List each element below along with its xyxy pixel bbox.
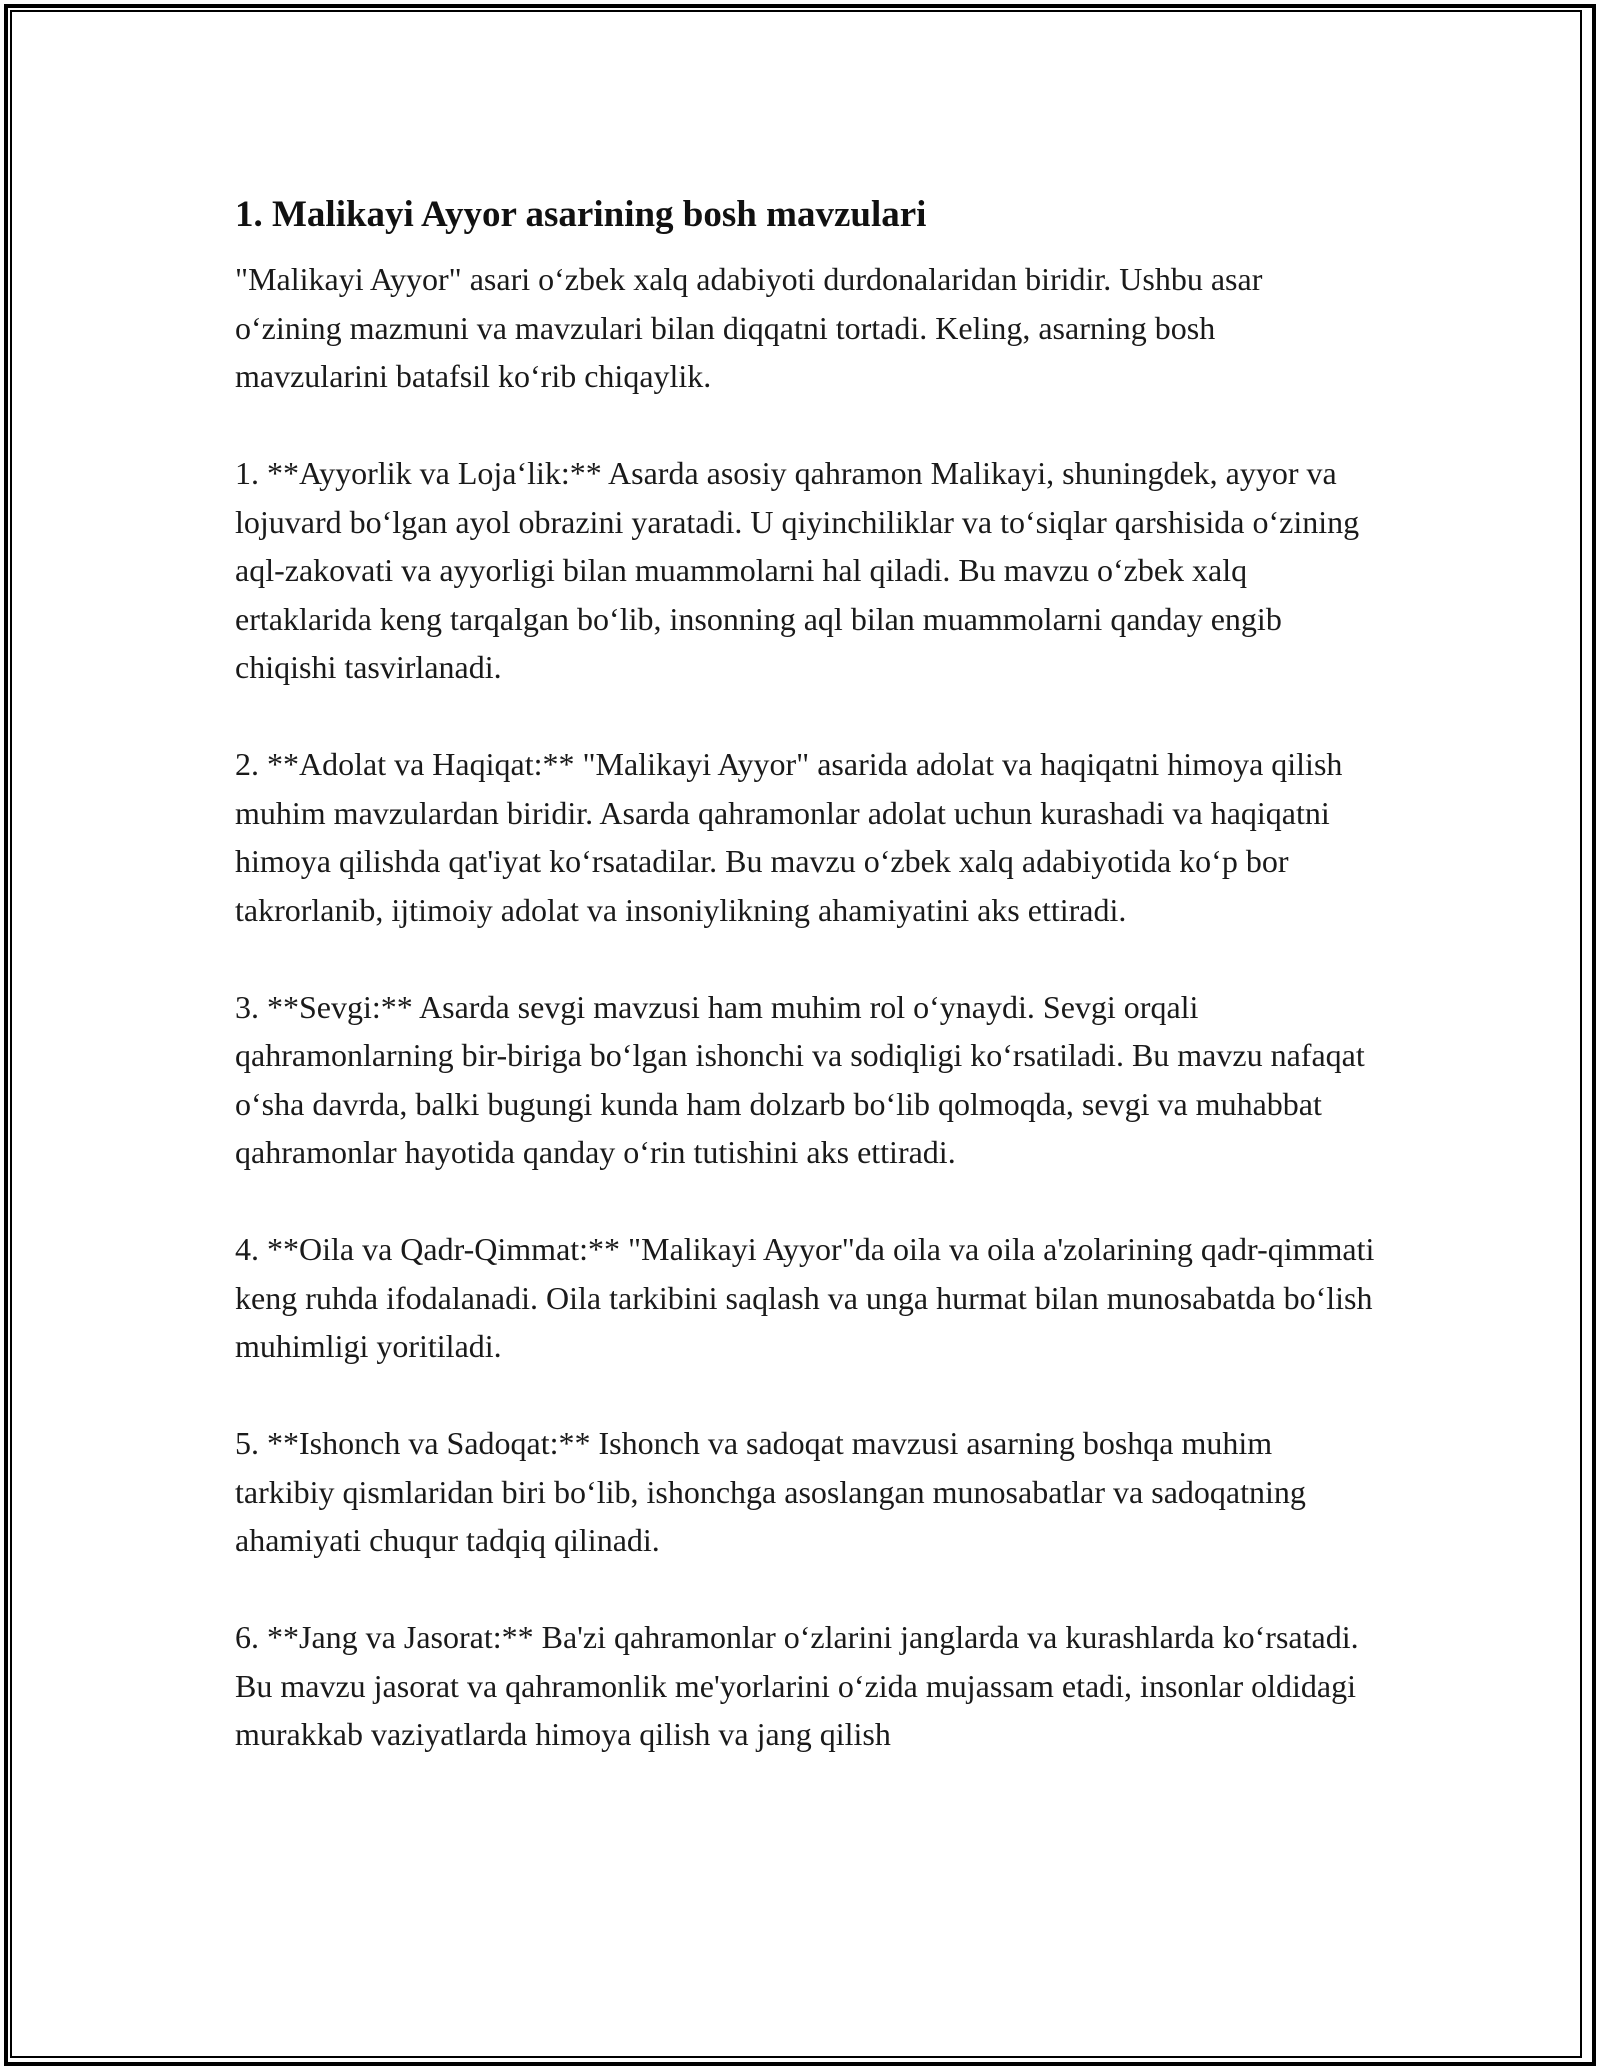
theme-paragraph-4: 4. **Oila va Qadr-Qimmat:** "Malikayi Ayyor"da oila va oila a'zolarining qadr-qimmati keng ruhda ifodalanadi. Oila tarkibini saqlash va unga hurmat bilan munosabatda bo‘lish muhimligi yoritiladi. bbox=[235, 1231, 1375, 1364]
intro-paragraph: "Malikayi Ayyor" asari o‘zbek xalq adabiyoti durdonalaridan biridir. Ushbu asar o‘zining mazmuni va mavzulari bilan diqqatni tortadi. Keling, asarning bosh mavzularini batafsil ko‘rib chiqaylik. bbox=[235, 261, 1263, 394]
document-title: 1. Malikayi Ayyor asarining bosh mavzulari bbox=[235, 194, 927, 235]
theme-paragraph-2: 2. **Adolat va Haqiqat:** "Malikayi Ayyor" asarida adolat va haqiqatni himoya qilish muhim mavzulardan biridir. Asarda qahramonlar adolat uchun kurashadi va haqiqatni himoya qilishda qat'iyat ko‘rsatadilar. Bu mavzu o‘zbek xalq adabiyotida ko‘p bor takrorlanib, ijtimoiy adolat va insoniylikning ahamiyatini aks ettiradi. bbox=[235, 746, 1343, 928]
theme-paragraph-5: 5. **Ishonch va Sadoqat:** Ishonch va sadoqat mavzusi asarning boshqa muhim tarkibiy qismlaridan biri bo‘lib, ishonchga asoslangan munosabatlar va sadoqatning ahamiyati chuqur tadqiq qilinadi. bbox=[235, 1425, 1306, 1558]
theme-paragraph-1: 1. **Ayyorlik va Loja‘lik:** Asarda asosiy qahramon Malikayi, shuningdek, ayyor va lojuvard bo‘lgan ayol obrazini yaratadi. U qiyinchiliklar va to‘siqlar qarshisida o‘zining aql-zakovati va ayyorligi bilan muammolarni hal qiladi. Bu mavzu o‘zbek xalq ertaklarida keng tarqalgan bo‘lib, insonning aql bilan muammolarni qanday engib chiqishi tasvirlanadi. bbox=[235, 455, 1360, 685]
theme-paragraph-3: 3. **Sevgi:** Asarda sevgi mavzusi ham muhim rol o‘ynaydi. Sevgi orqali qahramonlarning bir-biriga bo‘lgan ishonchi va sodiqligi ko‘rsatiladi. Bu mavzu nafaqat o‘sha davrda, balki bugungi kunda ham dolzarb bo‘lib qolmoqda, sevgi va muhabbat qahramonlar hayotida qanday o‘rin tutishini aks ettiradi. bbox=[235, 988, 1365, 1170]
theme-paragraph-6: 6. **Jang va Jasorat:** Ba'zi qahramonlar o‘zlarini janglarda va kurashlarda ko‘rsatadi. Bu mavzu jasorat va qahramonlik me'yorlarini o‘zida mujassam etadi, insonlar oldidagi murakkab vaziyatlarda himoya qilish va jang qilish bbox=[235, 1619, 1359, 1752]
document-body bbox=[235, 185, 1375, 1807]
